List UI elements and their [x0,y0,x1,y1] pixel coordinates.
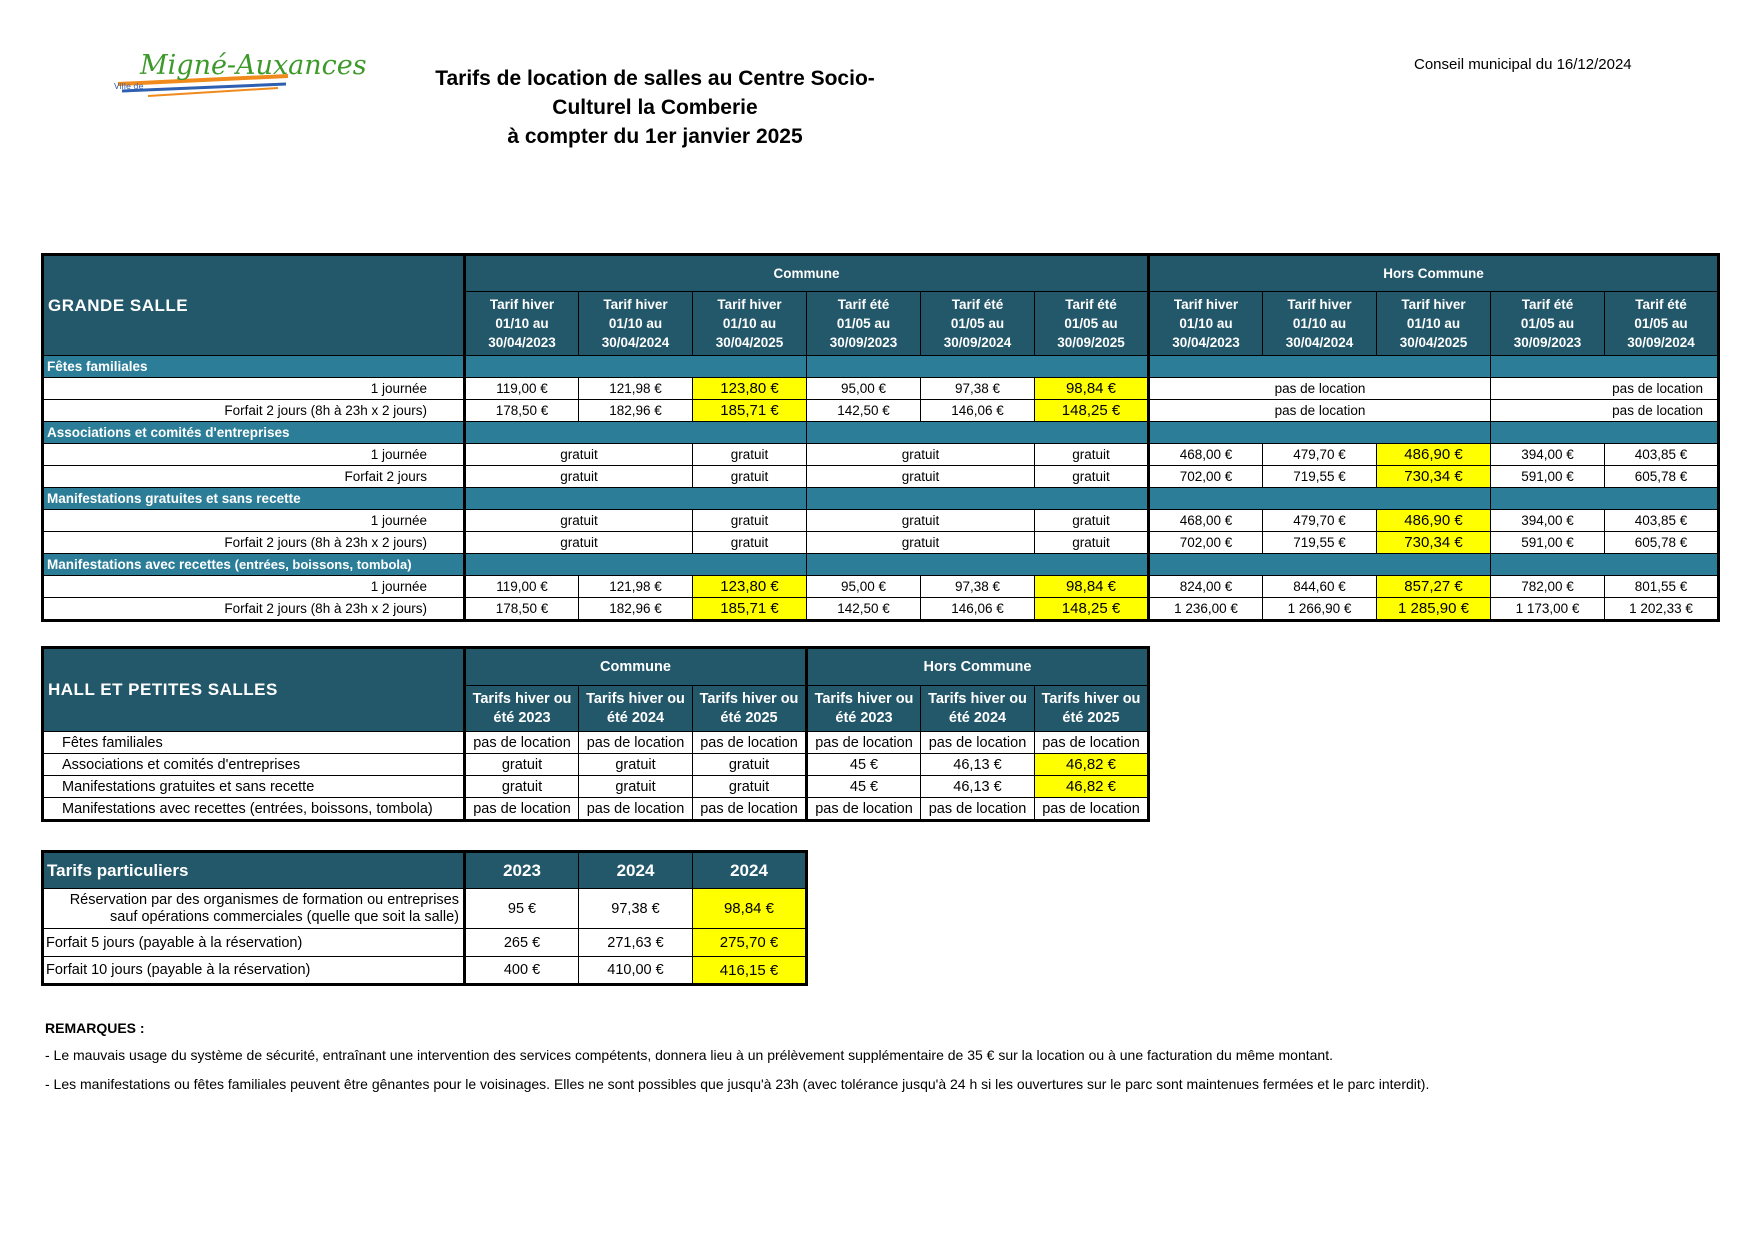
row-label: 1 journée [43,576,465,598]
logo-prefix: Ville de [114,82,144,91]
table-row [43,510,1719,532]
price-cell: gratuit [693,466,807,488]
price-cell: 148,25 € [1035,598,1149,621]
price-cell: 702,00 € [1149,466,1263,488]
column-header [465,686,579,732]
column-header-line: 01/10 au [722,316,777,331]
column-header [579,292,693,356]
particuliers-table [41,850,808,986]
council-date: Conseil municipal du 16/12/2024 [1414,56,1632,73]
row-label [43,889,465,929]
column-header-line: 30/04/2025 [1399,335,1468,350]
year-2024b: 2024 [693,852,807,889]
price-cell: 178,50 € [465,598,579,621]
hall-body [43,732,1149,821]
column-header [693,292,807,356]
price-cell: 486,90 € [1377,444,1491,466]
price-cell: 605,78 € [1605,532,1719,554]
section-spacer [1491,488,1719,510]
section-spacer [1149,554,1491,576]
price-cell: 1 266,90 € [1263,598,1377,621]
column-header-line: Tarif été [1521,297,1574,312]
price-cell: 591,00 € [1491,466,1605,488]
price-cell: pas de location [807,798,921,821]
price-cell: gratuit [1035,466,1149,488]
price-cell: 95,00 € [807,576,921,598]
section-name: Manifestations avec recettes [47,557,231,572]
column-header-line: 30/09/2023 [1513,335,1582,350]
row-label: Associations et comités d'entreprises [43,754,465,776]
price-cell: gratuit [807,532,1035,554]
column-header-line: Tarif hiver [489,297,555,312]
column-header [807,686,921,732]
price-cell: 97,38 € [921,378,1035,400]
column-header-line: été 2024 [948,709,1007,726]
price-cell: 46,13 € [921,776,1035,798]
column-header [807,292,921,356]
section-spacer [465,488,807,510]
section-title [43,554,465,576]
column-header-line: 01/05 au [1064,316,1118,331]
price-cell: 121,98 € [579,378,693,400]
section-name: Fêtes familiales [47,359,148,374]
row-label: Manifestations avec recettes (entrées, boissons, tombola) [43,798,465,821]
column-header-line: 01/10 au [608,316,663,331]
column-header-line: Tarif hiver [1173,297,1239,312]
column-header [1035,292,1149,356]
price-cell: 185,71 € [693,598,807,621]
price-cell: pas de location [465,732,579,754]
price-cell: 857,27 € [1377,576,1491,598]
column-header-line: 30/09/2025 [1057,335,1125,350]
section-spacer [465,356,807,378]
price-cell: 45 € [807,754,921,776]
commune-header: Commune [465,255,1149,292]
price-cell: 410,00 € [579,957,693,985]
price-cell: pas de location [579,798,693,821]
hors-commune-header: Hors Commune [1149,255,1719,292]
price-cell: 1 173,00 € [1491,598,1605,621]
price-cell: 400 € [465,957,579,985]
column-header-line: Tarif hiver [1401,297,1466,312]
price-cell: gratuit [465,754,579,776]
price-cell: gratuit [465,444,693,466]
column-header-line: Tarif été [1635,297,1687,312]
section-spacer [1149,488,1491,510]
price-cell: 479,70 € [1263,510,1377,532]
price-cell: 591,00 € [1491,532,1605,554]
price-cell: 97,38 € [921,576,1035,598]
price-cell: gratuit [693,776,807,798]
section-name: Associations et comités d'entreprises [47,425,290,440]
price-cell: 98,84 € [693,889,807,929]
price-cell: 394,00 € [1491,510,1605,532]
price-cell: 142,50 € [807,400,921,422]
price-cell: gratuit [1035,444,1149,466]
price-cell: gratuit [693,754,807,776]
grande-salle-table [41,253,1720,622]
price-cell: gratuit [465,776,579,798]
price-cell: 394,00 € [1491,444,1605,466]
row-label: Forfait 2 jours (8h à 23h x 2 jours) [43,400,465,422]
price-cell: 182,96 € [579,598,693,621]
price-cell: gratuit [693,510,807,532]
table-row [43,798,1149,821]
column-header-line: 01/10 au [495,316,549,331]
price-cell: gratuit [693,532,807,554]
price-cell: 479,70 € [1263,444,1377,466]
section-spacer [1491,554,1719,576]
year-2023: 2023 [465,852,579,889]
price-cell: 468,00 € [1149,510,1263,532]
row-label-line: Réservation par des organismes de formation ou entreprises [69,891,459,908]
column-header-line: 01/05 au [836,316,891,331]
price-cell: gratuit [807,466,1035,488]
price-cell: 98,84 € [1035,576,1149,598]
price-cell: 782,00 € [1491,576,1605,598]
row-label: 1 journée [43,444,465,466]
table-row [43,957,807,985]
price-cell: 45 € [807,776,921,798]
column-header-line: Tarifs hiver ou [928,690,1027,707]
section-spacer [807,488,1149,510]
price-cell: 719,55 € [1263,532,1377,554]
column-header [579,686,693,732]
price-cell: pas de location [921,732,1035,754]
price-cell: 97,38 € [579,889,693,929]
price-cell: 801,55 € [1605,576,1719,598]
row-label-line: sauf opérations commerciales (quelle que soit la salle) [110,908,459,925]
row-label [43,957,465,985]
section-spacer [807,554,1149,576]
table-row [43,576,1719,598]
price-cell: 46,82 € [1035,754,1149,776]
title-line1: Tarifs de location de salles au Centre Socio-Culturel la Comberie [435,67,875,119]
row-label: Manifestations gratuites et sans recette [43,776,465,798]
title-line2: à compter du 1er janvier 2025 [507,125,803,148]
row-label [43,929,465,957]
column-header-line: 01/10 au [1406,316,1461,331]
price-cell: pas de location [807,732,921,754]
section-spacer [807,356,1149,378]
column-header-line: 01/10 au [1179,316,1233,331]
price-cell: gratuit [579,776,693,798]
column-header-line: Tarifs hiver ou [586,690,685,707]
section-row [43,356,1719,378]
column-header-line: 30/04/2023 [488,335,556,350]
price-cell: 182,96 € [579,400,693,422]
section-title [43,356,465,378]
column-header [921,686,1035,732]
page-title [420,64,890,151]
table-row [43,532,1719,554]
column-header-line: Tarif été [1065,297,1117,312]
table-row [43,889,807,929]
section-spacer [465,554,807,576]
row-label: Forfait 2 jours (8h à 23h x 2 jours) [43,532,465,554]
price-cell: 605,78 € [1605,466,1719,488]
price-cell: 95 € [465,889,579,929]
price-cell: 123,80 € [693,576,807,598]
column-header-line: 30/09/2024 [1627,335,1695,350]
remarks [45,1020,1429,1105]
table-row [43,378,1719,400]
column-header-line: Tarifs hiver ou [1041,690,1141,707]
price-cell: 486,90 € [1377,510,1491,532]
price-cell: 121,98 € [579,576,693,598]
column-header-line: Tarifs hiver ou [814,690,914,707]
section-spacer [807,422,1149,444]
grande-salle-title: GRANDE SALLE [43,255,465,356]
table-row [43,400,1719,422]
column-header-line: Tarifs hiver ou [472,690,572,707]
row-label: Fêtes familiales [43,732,465,754]
hall-hors-commune-header: Hors Commune [807,648,1149,686]
row-label-line: Forfait 5 jours (payable à la réservation) [46,934,303,951]
price-cell: gratuit [1035,510,1149,532]
section-spacer [1149,422,1491,444]
section-title [43,488,465,510]
section-row [43,554,1719,576]
price-cell: 1 236,00 € [1149,598,1263,621]
price-cell: 98,84 € [1035,378,1149,400]
column-header-line: Tarif été [951,297,1004,312]
table-row [43,776,1149,798]
logo [108,34,367,104]
remarks-title: REMARQUES : [45,1020,145,1036]
price-cell: 468,00 € [1149,444,1263,466]
column-header-line: Tarif hiver [603,297,668,312]
price-cell: 146,06 € [921,400,1035,422]
price-cell: pas de location [1149,400,1491,422]
column-header-line: 01/05 au [950,316,1005,331]
table-row [43,929,807,957]
price-cell: 1 202,33 € [1605,598,1719,621]
section-name: Manifestations gratuites et sans recette [47,491,301,506]
section-spacer [1149,356,1491,378]
column-header-line: 30/09/2024 [943,335,1012,350]
remark-1: - Le mauvais usage du système de sécurité, entraînant une intervention des services compétents, donnera lieu à un prélèvement supplémentaire de 35 € sur la location ou à une facturation du même montant. [45,1047,1333,1063]
table-row [43,466,1719,488]
price-cell: gratuit [465,510,693,532]
column-header-line: 01/10 au [1292,316,1347,331]
particuliers-title: Tarifs particuliers [43,852,465,889]
column-header-line: été 2023 [493,709,551,726]
column-header [1491,292,1605,356]
price-cell: 265 € [465,929,579,957]
column-header-line: 30/09/2023 [829,335,898,350]
price-cell: pas de location [1149,378,1491,400]
table-row [43,754,1149,776]
price-cell: 46,13 € [921,754,1035,776]
price-cell: 403,85 € [1605,510,1719,532]
column-header [1149,292,1263,356]
column-header-line: 30/04/2024 [601,335,670,350]
price-cell: 730,34 € [1377,466,1491,488]
column-header-line: Tarif hiver [1287,297,1352,312]
price-cell: 146,06 € [921,598,1035,621]
column-header-line: Tarif été [837,297,890,312]
price-cell: 416,15 € [693,957,807,985]
column-header-line: été 2024 [606,709,665,726]
price-cell: pas de location [1035,798,1149,821]
price-cell: 185,71 € [693,400,807,422]
price-cell: 1 285,90 € [1377,598,1491,621]
section-spacer [1491,356,1719,378]
row-label: Forfait 2 jours [43,466,465,488]
row-label: Forfait 2 jours (8h à 23h x 2 jours) [43,598,465,621]
remark-2: - Les manifestations ou fêtes familiales peuvent être gênantes pour le voisinages. Elles ne sont possibles que jusqu'à 23h (avec tolérance jusqu'à 24 h si les ouvertures sur le parc sont maintenues fermées et le parc interdit). [45,1076,1430,1092]
column-header [1263,292,1377,356]
row-label: 1 journée [43,378,465,400]
price-cell: 123,80 € [693,378,807,400]
price-cell: 178,50 € [465,400,579,422]
price-cell: pas de location [1491,400,1719,422]
column-header-line: 01/05 au [1634,316,1688,331]
section-row [43,488,1719,510]
row-label: 1 journée [43,510,465,532]
section-title [43,422,465,444]
price-cell: 46,82 € [1035,776,1149,798]
price-cell: pas de location [1491,378,1719,400]
price-cell: 275,70 € [693,929,807,957]
column-header-line: Tarif hiver [717,297,782,312]
price-cell: pas de location [693,798,807,821]
section-spacer [465,422,807,444]
section-name-small: (entrées, boissons, tombola) [234,557,412,572]
column-header-line: 30/04/2023 [1172,335,1240,350]
row-label-line: Forfait 10 jours (payable à la réservation) [46,962,311,978]
hall-title: HALL ET PETITES SALLES [43,648,465,732]
price-cell: gratuit [579,754,693,776]
price-cell: pas de location [465,798,579,821]
price-cell: gratuit [465,466,693,488]
price-cell: 730,34 € [1377,532,1491,554]
hall-commune-header: Commune [465,648,807,686]
price-cell: 702,00 € [1149,532,1263,554]
price-cell: gratuit [1035,532,1149,554]
price-cell: gratuit [807,510,1035,532]
particuliers-body [43,889,807,985]
price-cell: gratuit [807,444,1035,466]
column-header-line: été 2025 [720,709,778,726]
price-cell: 95,00 € [807,378,921,400]
price-cell: 403,85 € [1605,444,1719,466]
column-header [1605,292,1719,356]
column-header [921,292,1035,356]
price-cell: pas de location [579,732,693,754]
price-cell: 844,60 € [1263,576,1377,598]
logo-graphic [108,34,367,104]
price-cell: 119,00 € [465,576,579,598]
logo-text: Migné-Auxances [140,50,367,81]
section-spacer [1491,422,1719,444]
price-cell: pas de location [693,732,807,754]
column-header-line: 01/05 au [1520,316,1575,331]
price-cell: 824,00 € [1149,576,1263,598]
column-header [465,292,579,356]
price-cell: 119,00 € [465,378,579,400]
price-cell: pas de location [1035,732,1149,754]
column-header-line: été 2023 [835,709,893,726]
section-row [43,422,1719,444]
price-cell: gratuit [693,444,807,466]
column-header [1377,292,1491,356]
price-cell: pas de location [921,798,1035,821]
column-header-line: 30/04/2024 [1285,335,1354,350]
column-header-line: 30/04/2025 [715,335,784,350]
column-header [1035,686,1149,732]
table-row [43,444,1719,466]
grande-salle-body [43,356,1719,621]
column-header [693,686,807,732]
hall-table [41,646,1150,822]
table-row [43,732,1149,754]
price-cell: 142,50 € [807,598,921,621]
price-cell: 719,55 € [1263,466,1377,488]
year-2024: 2024 [579,852,693,889]
column-header-line: Tarifs hiver ou [699,690,799,707]
price-cell: 148,25 € [1035,400,1149,422]
column-header-line: été 2025 [1062,709,1120,726]
price-cell: 271,63 € [579,929,693,957]
table-row [43,598,1719,621]
price-cell: gratuit [465,532,693,554]
